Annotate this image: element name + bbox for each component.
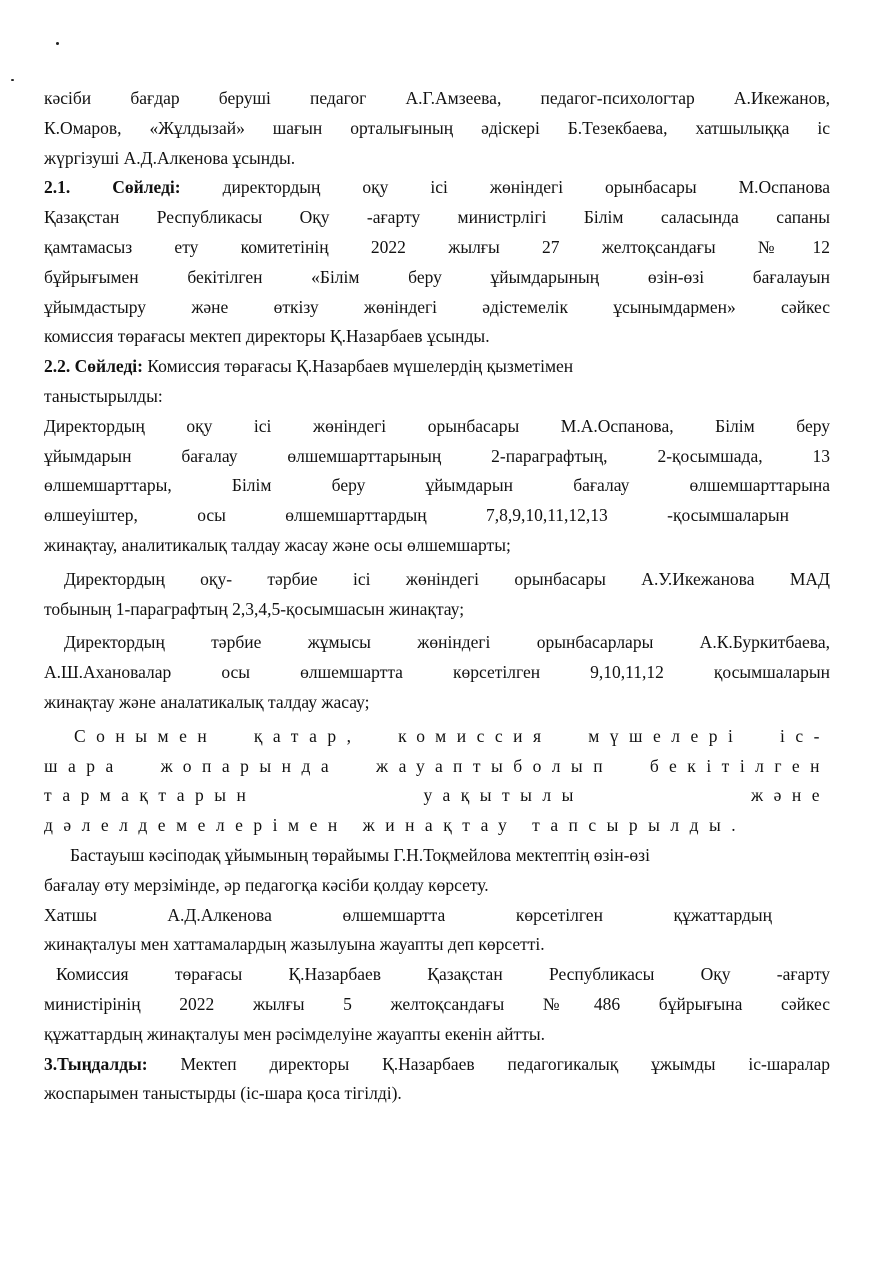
text-line: бұйрығымен бекітілген «Білім беру ұйымдарының өзін-өзі бағалауын (44, 266, 830, 287)
text-line: жинақтау және аналатикалық талдау жасау; (44, 691, 370, 712)
text-line: өлшемшарттары, Білім беру ұйымдарын бағалау өлшемшарттарына (44, 475, 830, 496)
text-line: өлшеуіштер, осы өлшемшарттардың 7,8,9,10,11,12,13 -қосымшаларын (44, 505, 789, 526)
section-label: 3.Тыңдалды: (44, 1053, 148, 1074)
text-line: шара жопарында жауаптыболып бекітілген (44, 755, 830, 776)
paragraph-nazarbaev (44, 960, 830, 1049)
text-span: Мектеп директоры Қ.Назарбаев педагогикалық ұжымды іс-шаралар (180, 1053, 830, 1074)
text-line: Сонымен қатар, комиссия мүшелері іс- (74, 725, 830, 746)
paragraph-spaced (44, 722, 830, 841)
scan-dot (56, 42, 59, 45)
paragraph-alkenova (44, 901, 830, 961)
text-line: ұйымдарын бағалау өлшемшарттарының 2-параграфтың, 2-қосымшада, 13 (44, 445, 830, 466)
text-line: жинақталуы мен хаттамалардың жазылуына жауапты деп көрсетті. (44, 934, 545, 955)
text-line: жинақтау, аналитикалық талдау жасау және осы өлшемшарты; (44, 534, 511, 555)
text-line: комиссия төрағасы мектеп директоры Қ.Назарбаев ұсынды. (44, 326, 490, 347)
text-line: Директордың оқу- тәрбие ісі жөніндегі орынбасары А.У.Икежанова МАД (64, 568, 830, 589)
section-2-2 (44, 352, 830, 561)
section-2-1 (44, 173, 830, 352)
text-line: Комиссия төрағасы Қ.Назарбаев Қазақстан Республикасы Оқу -ағарту (56, 964, 830, 985)
section-label: 2.2. Сөйледі: (44, 356, 143, 377)
text-line: А.Ш.Ахановалар осы өлшемшартта көрсетілген 9,10,11,12 қосымшаларын (44, 662, 830, 683)
section-3 (44, 1050, 830, 1110)
text-span: директордың оқу ісі жөніндегі орынбасары М.Оспанова (222, 177, 830, 198)
section-heading-line (44, 173, 830, 203)
text-line: кәсіби бағдар беруші педагог А.Г.Амзеева, педагог-психологтар А.Икежанов, (44, 88, 830, 108)
text-line: жүргізуші А.Д.Алкенова ұсынды. (44, 147, 296, 168)
text-line: Директордың тәрбие жұмысы жөніндегі орынбасарлары А.К.Буркитбаева, (64, 632, 830, 653)
section-heading-line (44, 1050, 830, 1080)
text-line: Қазақстан Республикасы Оқу -ағарту министрлігі Білім саласында сапаны (44, 207, 830, 228)
text-line: Хатшы А.Д.Алкенова өлшемшартта көрсетілген құжаттардың (44, 904, 772, 925)
paragraph-burkitbaeva (44, 628, 830, 717)
section-label: 2.1. Сөйледі: (44, 177, 181, 198)
text-line: К.Омаров, «Жұлдызай» шағын орталығының әдіскері Б.Тезекбаева, хатшылыққа іс (44, 117, 830, 138)
text-line: бағалау өту мерзімінде, әр педагогқа кәсіби қолдау көрсету. (44, 874, 489, 895)
paragraph-intro (44, 84, 830, 173)
paragraph-ikezhanova (44, 565, 830, 595)
text-line: министірінің 2022 жылғы 5 желтоқсандағы №486 бұйрығына сәйкес (44, 993, 830, 1014)
text-line: тармақтарын уақытылы және (44, 785, 830, 806)
text-line: қамтамасыз ету комитетінің 2022 жылғы 27 желтоқсандағы №12 (44, 236, 830, 257)
section-heading-line (44, 352, 830, 382)
scan-dot (11, 79, 14, 81)
text-line: құжаттардың жинақталуы мен рәсімделуіне жауапты екенін айтты. (44, 1023, 545, 1044)
document-body (44, 84, 830, 1109)
text-line: жоспарымен таныстырды (іс-шара қоса тігілді). (44, 1083, 402, 1104)
paragraph-ikezhanova-cont (44, 595, 830, 625)
text-line: дәлелдемелерімен жинақтау тапсырылды. (44, 815, 747, 836)
text-line: ұйымдастыру және өткізу жөніндегі әдістемелік ұсынымдармен» сәйкес (44, 296, 830, 317)
paragraph-tokmeylova (44, 841, 830, 901)
text-line: Директордың оқу ісі жөніндегі орынбасары М.А.Оспанова, Білім беру (44, 415, 830, 436)
text-line: тобының 1-параграфтың 2,3,4,5-қосымшасын жинақтау; (44, 598, 465, 619)
text-span: Комиссия төрағасы Қ.Назарбаев мүшелердің қызметімен (147, 356, 574, 377)
text-line: Бастауыш кәсіподақ ұйымының төрайымы Г.Н.Тоқмейлова мектептің өзін-өзі (70, 844, 650, 865)
text-line: таныстырылды: (44, 385, 163, 406)
